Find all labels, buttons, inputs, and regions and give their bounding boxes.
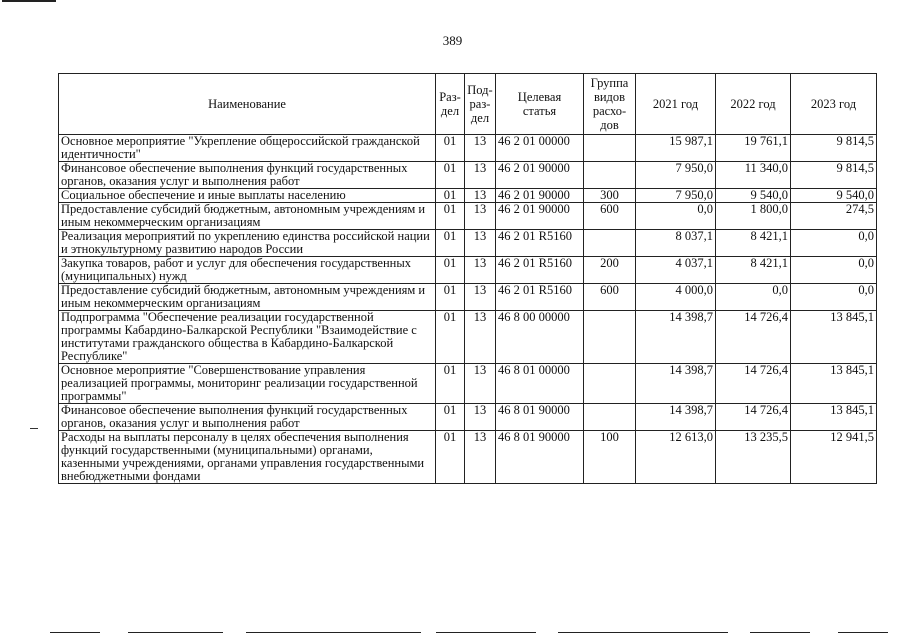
- cell-y2022: 14 726,4: [716, 311, 791, 364]
- cell-article: 46 2 01 90000: [496, 189, 584, 203]
- cell-y2021: 7 950,0: [636, 162, 716, 189]
- cell-name: Основное мероприятие "Совершенствование управления реализацией программы, мониторинг реализации государственной программы": [59, 364, 436, 404]
- cell-name: Социальное обеспечение и иные выплаты населению: [59, 189, 436, 203]
- cell-y2023: 9 814,5: [791, 135, 877, 162]
- cell-y2021: 14 398,7: [636, 364, 716, 404]
- cell-razdel: 01: [436, 257, 465, 284]
- cell-y2022: 9 540,0: [716, 189, 791, 203]
- cell-y2022: 8 421,1: [716, 230, 791, 257]
- budget-table: [58, 73, 877, 484]
- cell-podrazdel: 13: [465, 162, 496, 189]
- cell-group: 100: [584, 431, 636, 484]
- cell-group: 600: [584, 284, 636, 311]
- cell-razdel: 01: [436, 135, 465, 162]
- cell-group: 200: [584, 257, 636, 284]
- cell-group: [584, 364, 636, 404]
- table-row: [59, 284, 877, 311]
- table-row: [59, 203, 877, 230]
- cell-y2022: 0,0: [716, 284, 791, 311]
- cell-razdel: 01: [436, 311, 465, 364]
- cell-article: 46 8 01 90000: [496, 404, 584, 431]
- cell-group: [584, 404, 636, 431]
- cell-razdel: 01: [436, 189, 465, 203]
- cell-group: [584, 135, 636, 162]
- cell-y2022: 8 421,1: [716, 257, 791, 284]
- table-row: [59, 135, 877, 162]
- header-2022: 2022 год: [716, 74, 791, 135]
- cell-name: Закупка товаров, работ и услуг для обеспечения государственных (муниципальных) нужд: [59, 257, 436, 284]
- cell-article: 46 8 01 90000: [496, 431, 584, 484]
- page-number: 389: [442, 33, 463, 48]
- cell-y2021: 12 613,0: [636, 431, 716, 484]
- cell-y2022: 11 340,0: [716, 162, 791, 189]
- header-razdel: Раз- дел: [436, 74, 465, 135]
- cell-y2021: 14 398,7: [636, 311, 716, 364]
- cell-article: 46 2 01 R5160: [496, 284, 584, 311]
- cell-podrazdel: 13: [465, 364, 496, 404]
- footer-rule: [0, 632, 905, 634]
- cell-podrazdel: 13: [465, 203, 496, 230]
- table-row: [59, 162, 877, 189]
- cell-podrazdel: 13: [465, 257, 496, 284]
- cell-y2023: 13 845,1: [791, 311, 877, 364]
- margin-mark: [30, 428, 38, 429]
- cell-y2021: 7 950,0: [636, 189, 716, 203]
- cell-podrazdel: 13: [465, 404, 496, 431]
- cell-y2023: 0,0: [791, 257, 877, 284]
- cell-razdel: 01: [436, 230, 465, 257]
- cell-podrazdel: 13: [465, 230, 496, 257]
- cell-y2022: 19 761,1: [716, 135, 791, 162]
- cell-razdel: 01: [436, 203, 465, 230]
- cell-y2021: 15 987,1: [636, 135, 716, 162]
- header-podrazdel: Под- раз- дел: [465, 74, 496, 135]
- table-row: [59, 431, 877, 484]
- table-row: [59, 404, 877, 431]
- table-row: [59, 257, 877, 284]
- cell-podrazdel: 13: [465, 311, 496, 364]
- cell-y2021: 0,0: [636, 203, 716, 230]
- cell-razdel: 01: [436, 284, 465, 311]
- cell-name: Предоставление субсидий бюджетным, автономным учреждениям и иным некоммерческим организациям: [59, 284, 436, 311]
- cell-name: Основное мероприятие "Укрепление общероссийской гражданской идентичности": [59, 135, 436, 162]
- header-2023: 2023 год: [791, 74, 877, 135]
- table-row: [59, 364, 877, 404]
- cell-name: Реализация мероприятий по укреплению единства российской нации и этнокультурному развитию народов России: [59, 230, 436, 257]
- cell-razdel: 01: [436, 162, 465, 189]
- cell-name: Предоставление субсидий бюджетным, автономным учреждениям и иным некоммерческим организациям: [59, 203, 436, 230]
- cell-y2022: 1 800,0: [716, 203, 791, 230]
- cell-article: 46 8 01 00000: [496, 364, 584, 404]
- table-row: [59, 230, 877, 257]
- cell-y2022: 13 235,5: [716, 431, 791, 484]
- top-edge-mark: [2, 0, 56, 2]
- cell-y2023: 274,5: [791, 203, 877, 230]
- cell-y2023: 0,0: [791, 230, 877, 257]
- cell-article: 46 2 01 00000: [496, 135, 584, 162]
- cell-podrazdel: 13: [465, 431, 496, 484]
- cell-y2021: 8 037,1: [636, 230, 716, 257]
- cell-name: Финансовое обеспечение выполнения функций государственных органов, оказания услуг и выполнения работ: [59, 162, 436, 189]
- cell-y2021: 14 398,7: [636, 404, 716, 431]
- cell-name: Подпрограмма "Обеспечение реализации государственной программы Кабардино-Балкарской Республики "Взаимодействие с институтами гражданского общества в Кабардино-Балкарской Республике": [59, 311, 436, 364]
- cell-article: 46 2 01 90000: [496, 203, 584, 230]
- table-header-row: [59, 74, 877, 135]
- cell-y2023: 13 845,1: [791, 364, 877, 404]
- cell-razdel: 01: [436, 431, 465, 484]
- cell-name: Расходы на выплаты персоналу в целях обеспечения выполнения функций государственными (муниципальными) органами, казенными учреждениями, органами управления государственными внебюджетными фондами: [59, 431, 436, 484]
- cell-y2023: 0,0: [791, 284, 877, 311]
- header-name: Наименование: [59, 74, 436, 135]
- table-row: [59, 189, 877, 203]
- cell-group: 600: [584, 203, 636, 230]
- cell-y2021: 4 037,1: [636, 257, 716, 284]
- cell-podrazdel: 13: [465, 284, 496, 311]
- cell-y2023: 9 540,0: [791, 189, 877, 203]
- cell-podrazdel: 13: [465, 135, 496, 162]
- cell-y2021: 4 000,0: [636, 284, 716, 311]
- cell-name: Финансовое обеспечение выполнения функций государственных органов, оказания услуг и выполнения работ: [59, 404, 436, 431]
- cell-group: [584, 162, 636, 189]
- cell-razdel: 01: [436, 364, 465, 404]
- cell-article: 46 2 01 90000: [496, 162, 584, 189]
- header-2021: 2021 год: [636, 74, 716, 135]
- cell-y2023: 13 845,1: [791, 404, 877, 431]
- cell-y2022: 14 726,4: [716, 404, 791, 431]
- table-row: [59, 311, 877, 364]
- cell-y2023: 9 814,5: [791, 162, 877, 189]
- cell-group: [584, 311, 636, 364]
- cell-razdel: 01: [436, 404, 465, 431]
- cell-article: 46 8 00 00000: [496, 311, 584, 364]
- cell-group: 300: [584, 189, 636, 203]
- header-group: Группа видов расхо- дов: [584, 74, 636, 135]
- cell-y2022: 14 726,4: [716, 364, 791, 404]
- cell-article: 46 2 01 R5160: [496, 257, 584, 284]
- cell-article: 46 2 01 R5160: [496, 230, 584, 257]
- table-body: [59, 135, 877, 484]
- cell-podrazdel: 13: [465, 189, 496, 203]
- cell-group: [584, 230, 636, 257]
- header-article: Целевая статья: [496, 74, 584, 135]
- cell-y2023: 12 941,5: [791, 431, 877, 484]
